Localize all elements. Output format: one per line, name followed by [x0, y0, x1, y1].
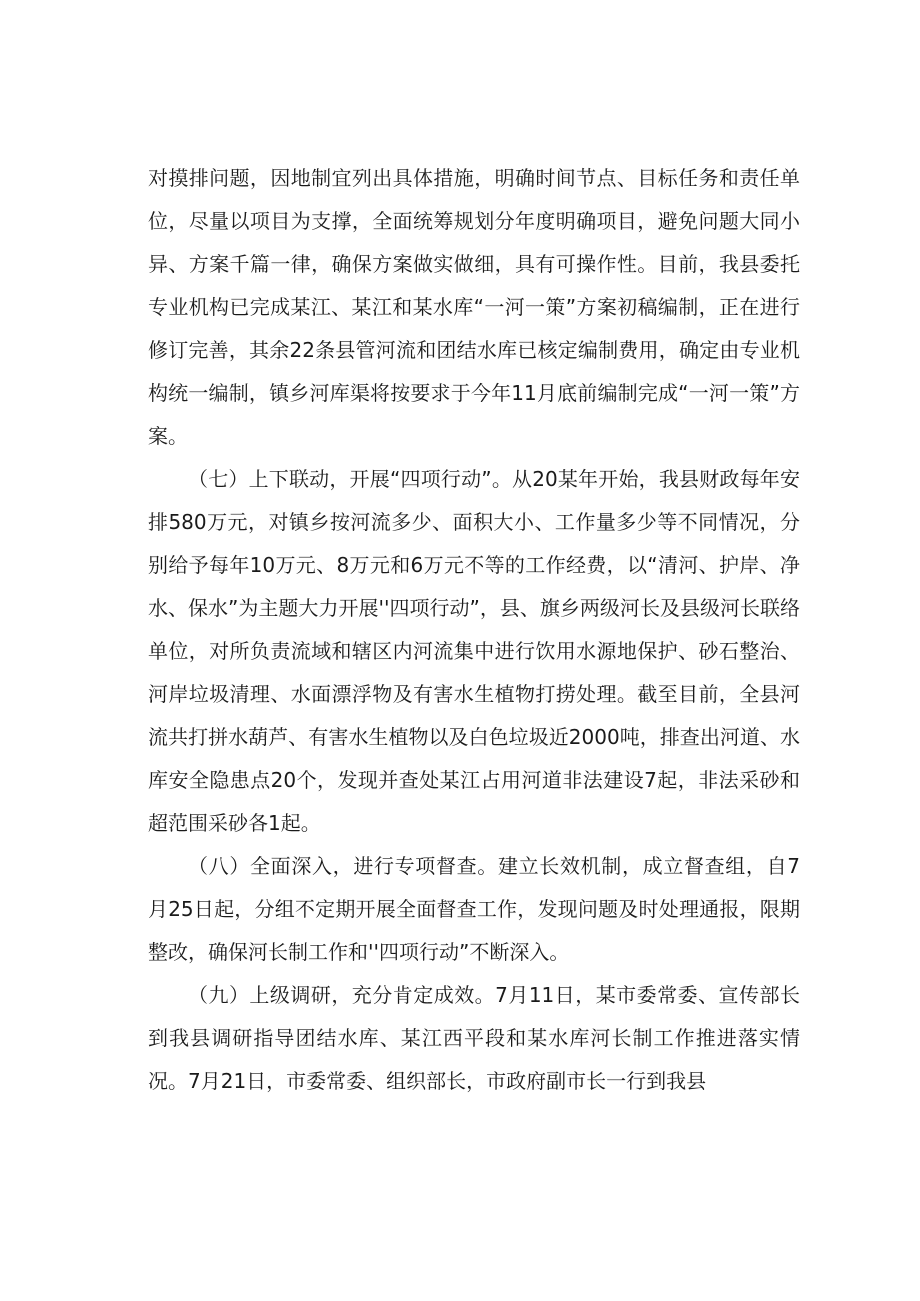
paragraph-section-9: （九）上级调研，充分肯定成效。7月11日，某市委常委、宣传部长到我县调研指导团结水库、某江西平段和某水库河长制工作推进落实情况。7月21日，市委常委、组织部长，市政府副市长一行到我县	[148, 983, 800, 1093]
paragraph-continuation: 对摸排问题，因地制宜列出具体措施，明确时间节点、目标任务和责任单位，尽量以项目为支撑，全面统筹规划分年度明确项目，避免问题大同小异、方案千篇一律，确保方案做实做细，具有可操作性。目前，我县委托专业机构已完成某江、某江和某水库“一河一策”方案初稿编制，正在进行修订完善，其余22条县管河流和团结水库已核定编制费用，确定由专业机构统一编制，镇乡河库渠将按要求于今年11月底前编制完成“一河一策”方案。	[148, 166, 800, 448]
paragraph-section-8: （八）全面深入，进行专项督查。建立长效机制，成立督查组，自7月25日起，分组不定期开展全面督查工作，发现问题及时处理通报，限期整改，确保河长制工作和''四项行动”不断深入。	[148, 854, 800, 964]
document-body	[148, 157, 800, 1103]
paragraph-section-7: （七）上下联动，开展“四项行动”。从20某年开始，我县财政每年安排580万元，对镇乡按河流多少、面积大小、工作量多少等不同情况，分别给予每年10万元、8万元和6万元不等的工作经费，以“清河、护岸、净水、保水”为主题大力开展''四项行动”，县、旗乡两级河长及县级河长联络单位，对所负责流域和辖区内河流集中进行饮用水源地保护、砂石整治、河岸垃圾清理、水面漂浮物及有害水生植物打捞处理。截至目前，全县河流共打拼水葫芦、有害水生植物以及白色垃圾近2000吨，排查出河道、水库安全隐患点20个，发现并查处某江占用河道非法建设7起，非法采砂和超范围采砂各1起。	[148, 467, 800, 835]
